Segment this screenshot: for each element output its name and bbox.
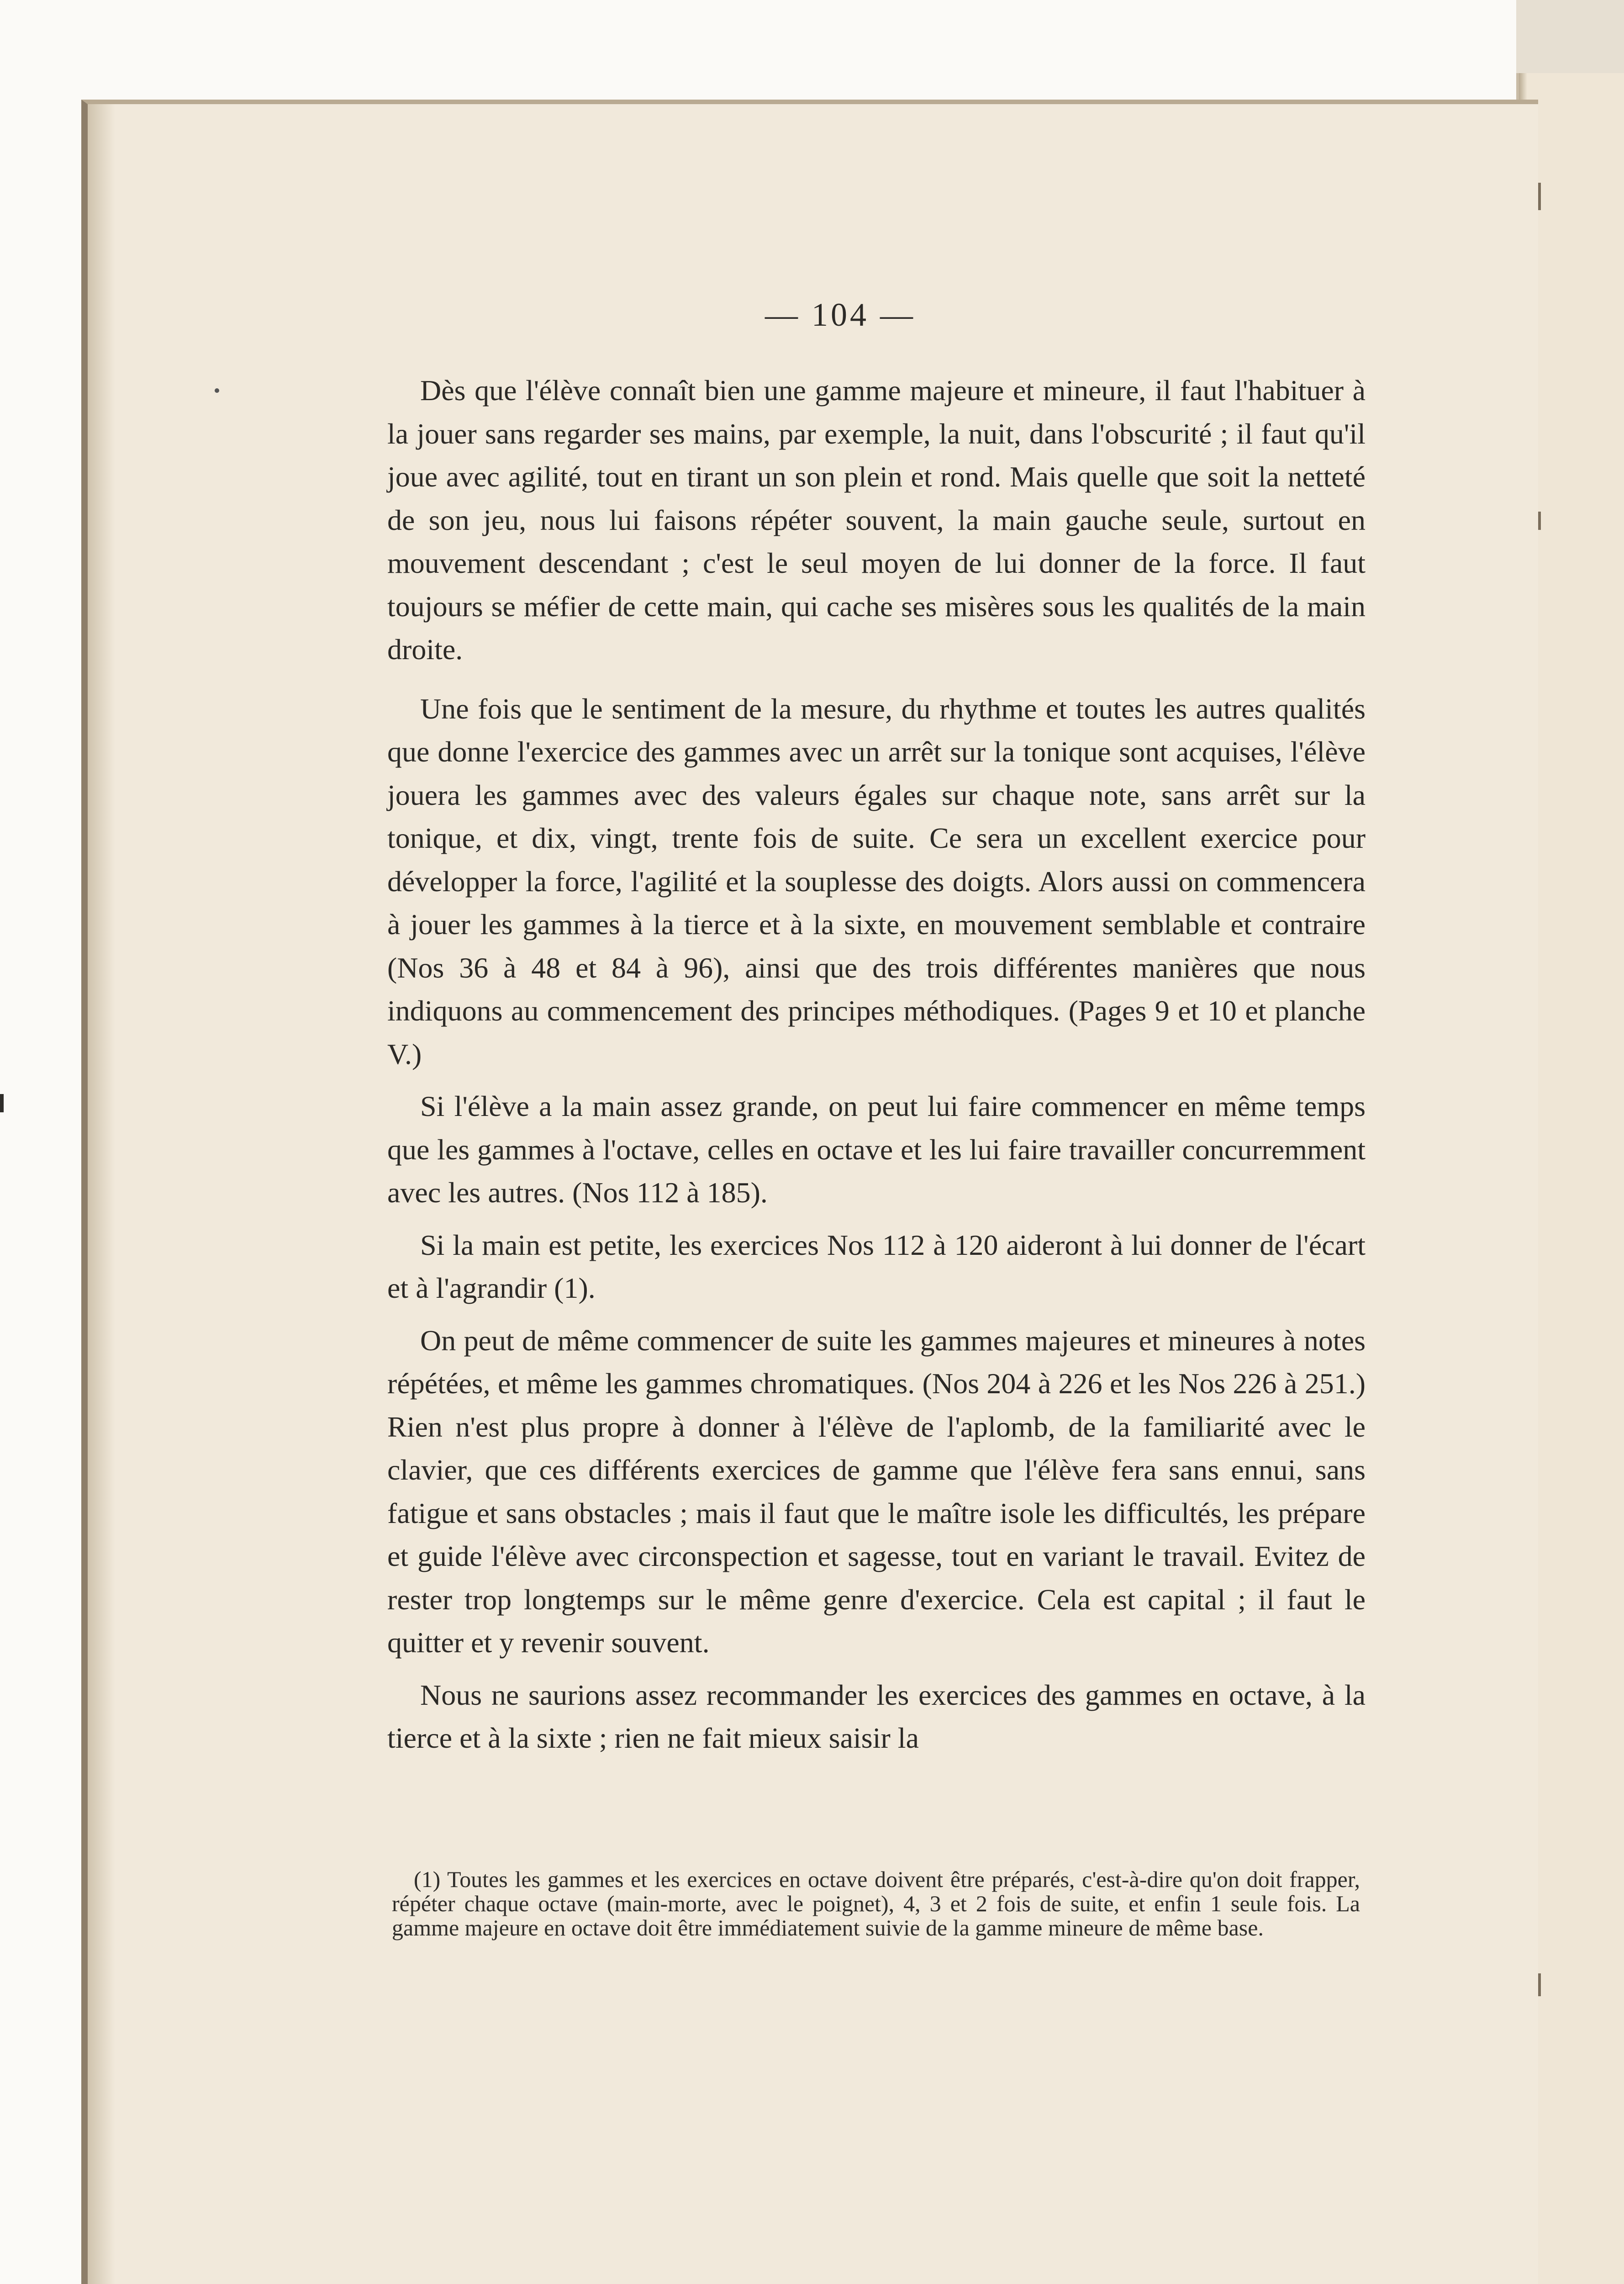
paragraph: Nous ne saurions assez recommander les exercices des gammes en octave, à la tierce et à la sixte ; rien ne fait mieux saisir la: [387, 1678, 1366, 1754]
footnote: [392, 1867, 1360, 1940]
page-number: — 104 —: [765, 296, 916, 333]
edge-tick: [1538, 512, 1541, 530]
page-binding-shade: [88, 104, 115, 2284]
footnote-text: (1) Toutes les gammes et les exercices en octave doivent être préparés, c'est-à-dire qu'on doit frapper, répéter chaque octave (main-morte, avec le poignet), 4, 3 et 2 fois de suite, et enfin 1 seule fois. La gamme majeure en octave doit être immédiatement suivie de la gamme mineure de même base.: [392, 1866, 1360, 1940]
margin-dot: [215, 388, 219, 393]
scan-edge-mark: [0, 1094, 4, 1112]
edge-tick: [1538, 1973, 1541, 1996]
paragraph: Dès que l'élève connaît bien une gamme majeure et mineure, il faut l'habituer à la jouer sans regarder ses mains, par exemple, la nuit, dans l'obscurité ; il faut qu'il joue avec agilité, tout en tirant un son plein et rond. Mais quelle que soit la netteté de son jeu, nous lui faisons répéter souvent, la main gauche seule, surtout en mouvement descendant ; c'est le seul moyen de lui donner de la force. Il faut toujours se méfier de cette main, qui cache ses misères sous les qualités de la main droite.: [387, 374, 1366, 666]
paragraph: Une fois que le sentiment de la mesure, du rhythme et toutes les autres qualités que donne l'exercice des gammes avec un arrêt sur la tonique sont acquises, l'élève jouera les gammes avec des valeurs égales sur chaque note, sans arrêt sur la tonique, et dix, vingt, trente fois de suite. Ce sera un excellent exercice pour développer la force, l'agilité et la souplesse des doigts. Alors aussi on commencera à jouer les gammes à la tierce et à la sixte, en mouvement semblable et contraire (Nos 36 à 48 et 84 à 96), ainsi que des trois différentes manières que nous indiquons au commencement des principes méthodiques. (Pages 9 et 10 et planche V.): [387, 692, 1366, 1070]
edge-tick: [1538, 183, 1541, 210]
paragraph: Si l'élève a la main assez grande, on peut lui faire commencer en même temps que les gammes à l'octave, celles en octave et les lui faire travailler concurremment avec les autres. (Nos 112 à 185).: [387, 1090, 1366, 1209]
paragraph: Si la main est petite, les exercices Nos 112 à 120 aideront à lui donner de l'écart et à l'agrandir (1).: [387, 1228, 1366, 1304]
body-text: [387, 369, 1366, 1769]
paragraph: On peut de même commencer de suite les gammes majeures et mineures à notes répétées, et même les gammes chromatiques. (Nos 204 à 226 et les Nos 226 à 251.) Rien n'est plus propre à donner à l'élève de l'aplomb, de la familiarité avec le clavier, que ces différents exercices de gamme que l'élève fera sans ennui, sans fatigue et sans obstacles ; mais il faut que le maître isole les difficultés, les prépare et guide l'élève avec circonspection et sagesse, tout en variant le travail. Evitez de rester trop longtemps sur le même genre d'exercice. Cela est capital ; il faut le quitter et y revenir souvent.: [387, 1324, 1366, 1659]
